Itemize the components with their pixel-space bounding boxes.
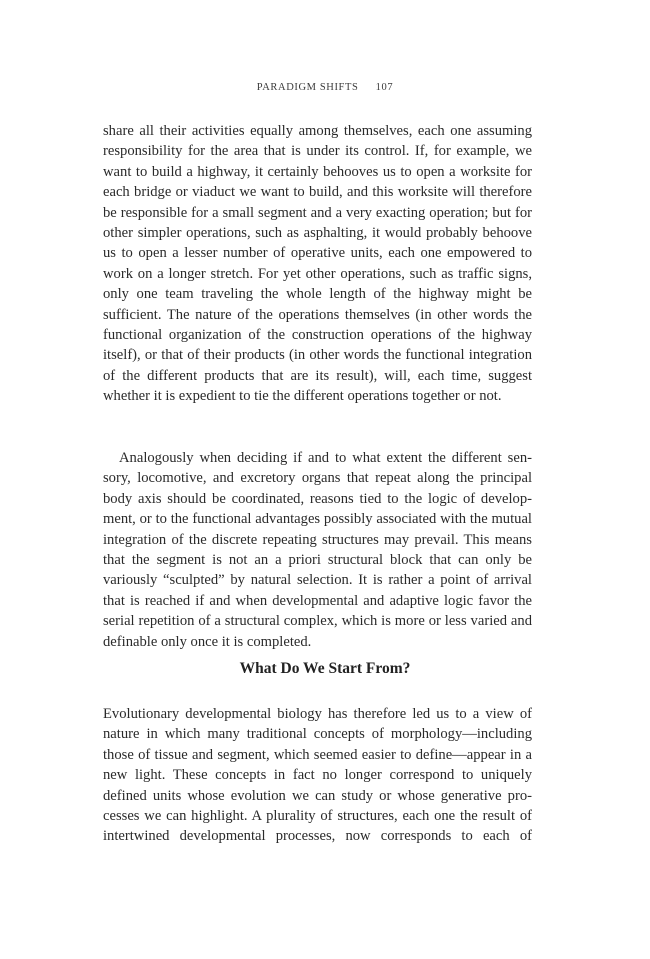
paragraph-2-block [103,448,532,652]
paragraph-1-block [103,121,532,407]
paragraph-3-block [103,704,532,847]
paragraph-2: Analogously when deciding if and to what extent the different sensory, locomotive, and excretory organs that repeat along the principal body axis should be coordinated, reasons tied to the logic of development, or to the functional advantages possibly associated with the mutual integration of the discrete repeating structures may prevail. This means that the segment is not an a priori structural block that can only be variously “sculpted” by natural selection. It is rather a point of arrival that is reached if and when developmental and adaptive logic favor the serial repetition of a structural complex, which is more or less varied and definable only once it is completed. [103,450,532,650]
running-head-title: PARADIGM SHIFTS [256,82,359,93]
running-head [0,82,650,93]
paragraph-3: Evolutionary developmental biology has therefore led us to a view of nature in which many traditional concepts of morphology—including those of tissue and segment, which seemed easier to define—appear in a new light. These concepts in fact no longer correspond to uniquely defined units whose evolution we can study or whose generative processes we can highlight. A plurality of structures, each one the result of intertwined developmental processes, now corresponds to each of [103,706,532,845]
page-number: 107 [375,82,394,93]
section-heading: What Do We Start From? [239,660,411,677]
paragraph-1: share all their activities equally among themselves, each one assuming responsibility for the area that is under its control. If, for example, we want to build a highway, it certainly behooves us to open a worksite for each bridge or viaduct we want to build, and this worksite will therefore be responsible for a small segment and a very exacting operation; but for other simpler operations, such as asphalting, it would probably behoove us to open a lesser number of operative units, each one empowered to work on a longer stretch. For yet other operations, such as traffic signs, only one team traveling the whole length of the highway might be sufficient. The nature of the operations themselves (in other words the functional organization of the construction operations of the highway itself), or that of their products (in other words the functional integration of the different products that are its result), will, each time, suggest whether it is expedient to tie the different operations together or not. [103,123,532,405]
